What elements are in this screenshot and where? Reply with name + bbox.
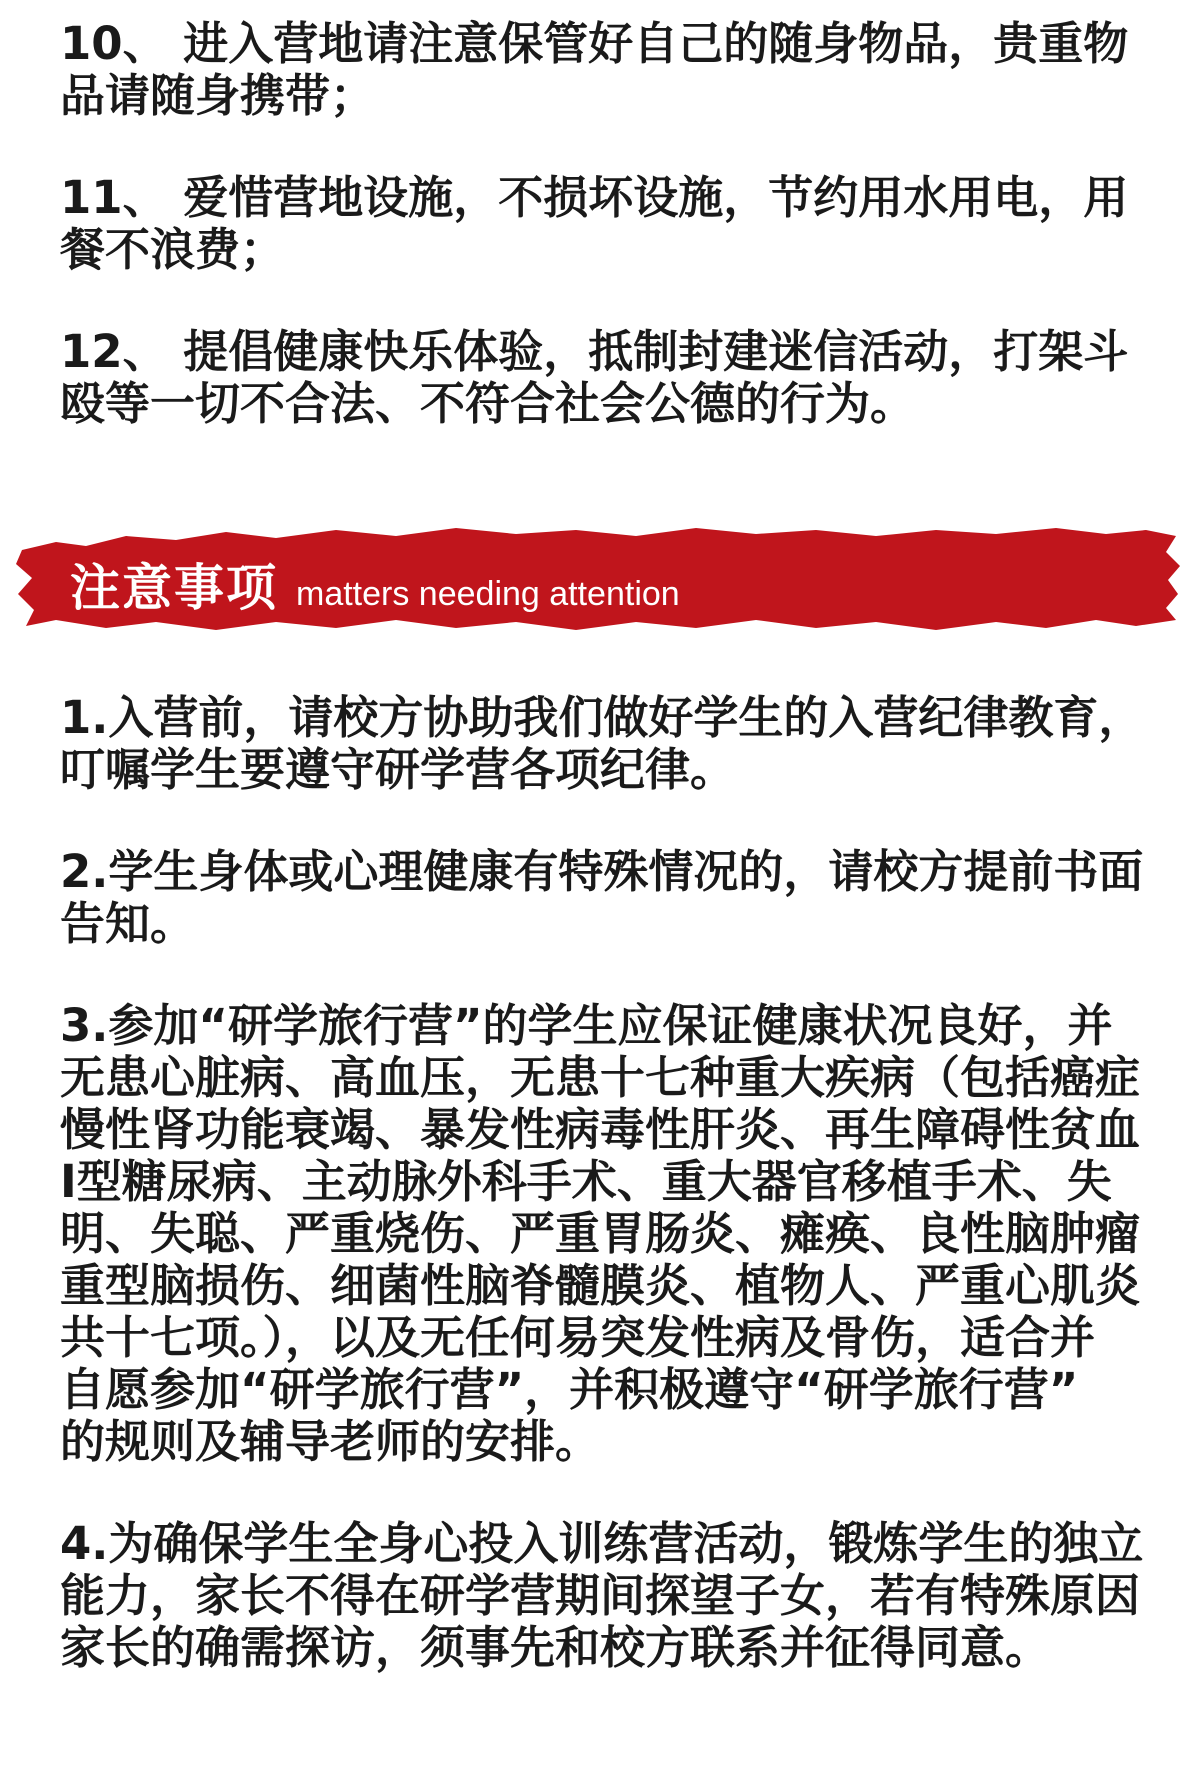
banner-title <box>70 548 680 620</box>
section-banner <box>16 522 1184 634</box>
rule-item-11: 11、 爱惜营地设施，不损坏设施，节约用水用电，用 餐不浪费； <box>60 171 1129 276</box>
rule-item-12: 12、 提倡健康快乐体验，抵制封建迷信活动，打架斗 殴等一切不合法、不符合社会公德的行为。 <box>60 325 1129 430</box>
note-item-1: 1.入营前，请校方协助我们做好学生的入营纪律教育， 叮嘱学生要遵守研学营各项纪律。 <box>60 691 1144 796</box>
note-item-2: 2.学生身体或心理健康有特殊情况的，请校方提前书面 告知。 <box>60 845 1144 950</box>
section-title-en: matters needing attention <box>296 575 680 613</box>
note-item-3: 3.参加“研学旅行营”的学生应保证健康状况良好，并 无患心脏病、高血压，无患十七种重大疾病（包括癌症 慢性肾功能衰竭、暴发性病毒性肝炎、再生障碍性贫血 Ⅰ型糖尿病、主动脉外科手术、重大器官移植手术、失 明、失聪、严重烧伤、严重胃肠炎、瘫痪、良性脑肿瘤 重型脑损伤、细菌性脑脊髓膜炎、植物人、严重心肌炎 共十七项。），以及无任何易突发性病及骨伤，适合并 自愿参加“研学旅行营”，并积极遵守“研学旅行营” 的规则及辅导老师的安排。 <box>60 999 1141 1468</box>
section-title-cn: 注意事项 <box>70 559 278 617</box>
note-item-4: 4.为确保学生全身心投入训练营活动，锻炼学生的独立 能力，家长不得在研学营期间探望子女，若有特殊原因 家长的确需探访，须事先和校方联系并征得同意。 <box>60 1517 1144 1674</box>
rule-item-10: 10、 进入营地请注意保管好自己的随身物品，贵重物 品请随身携带； <box>60 17 1129 122</box>
